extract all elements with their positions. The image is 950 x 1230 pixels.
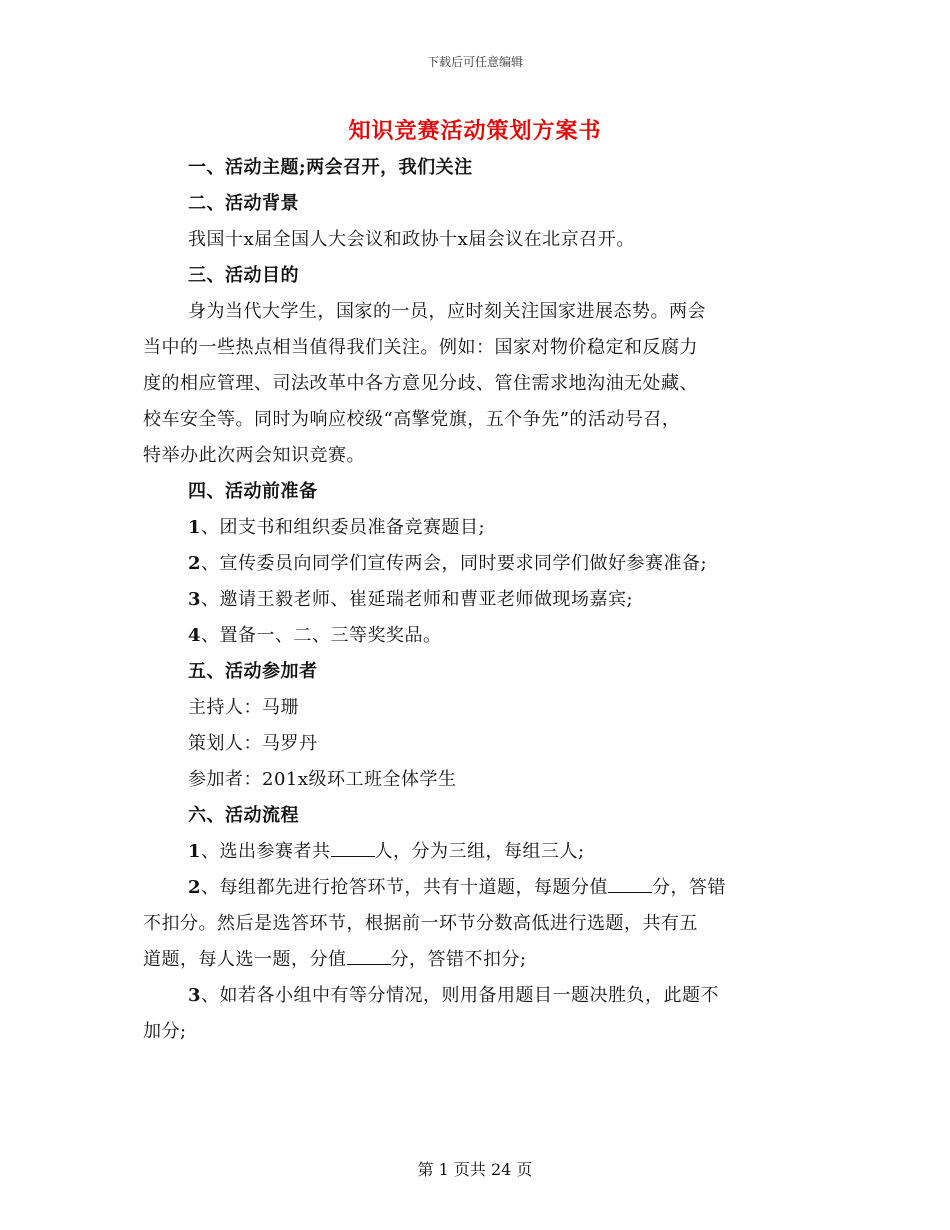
item-text: 道题，每人选一题，分值 [143, 949, 347, 970]
header-note: 下载后可任意编辑 [426, 55, 523, 69]
document-title: 知识竞赛活动策划方案书 [348, 118, 602, 144]
item-number: 3 [188, 985, 202, 1006]
item-text: 、团支书和组织委员准备竞赛题目; [201, 517, 486, 538]
item-text: 人，分为三组，每组三人; [374, 841, 585, 862]
purpose-line: 身为当代大学生，国家的一员，应时刻关注国家进展态势。两会 [188, 301, 706, 322]
process-item-2-continued [143, 942, 813, 978]
section-theme-heading: 一、活动主题;两会召开，我们关注 [188, 157, 473, 178]
participant-planner: 策划人：马罗丹 [188, 733, 318, 754]
item-text: 分，答错 [652, 877, 727, 898]
prep-item [143, 582, 813, 618]
participant-attendees: 参加者：201x级环工班全体学生 [188, 769, 457, 790]
section-process-heading: 六、活动流程 [188, 805, 299, 826]
participant-host: 主持人：马珊 [188, 697, 299, 718]
item-text: 、选出参赛者共 [201, 841, 331, 862]
section-background-heading: 二、活动背景 [188, 193, 299, 214]
page-footer: 第 1 页共 24 页 [417, 1160, 533, 1179]
purpose-line: 特举办此次两会知识竞赛。 [143, 445, 365, 466]
process-item-3 [143, 978, 813, 1014]
item-number: 1 [188, 841, 202, 862]
purpose-line: 校车安全等。同时为响应校级“高擎党旗，五个争先”的活动号召， [143, 409, 681, 430]
item-number: 2 [188, 877, 202, 898]
process-item-3-continued: 加分; [143, 1021, 187, 1042]
fill-in-blank [608, 876, 652, 893]
section-prep-heading: 四、活动前准备 [188, 481, 318, 502]
purpose-line: 度的相应管理、司法改革中各方意见分歧、管住需求地沟油无处藏、 [143, 373, 698, 394]
item-text: 、如若各小组中有等分情况，则用备用题目一题决胜负，此题不 [201, 985, 720, 1006]
document-body [143, 150, 813, 1050]
item-text: 、邀请王毅老师、崔延瑞老师和曹亚老师做现场嘉宾; [201, 589, 634, 610]
item-text: 、置备一、二、三等奖奖品。 [201, 625, 442, 646]
process-item-2-continued: 不扣分。然后是选答环节，根据前一环节分数高低进行选题，共有五 [143, 913, 698, 934]
background-paragraph: 我国十x届全国人大会议和政协十x届会议在北京召开。 [188, 229, 635, 250]
fill-in-blank [347, 948, 391, 965]
item-number: 3 [188, 589, 202, 610]
item-text: 、每组都先进行抢答环节，共有十道题，每题分值 [201, 877, 609, 898]
item-number: 4 [188, 625, 202, 646]
prep-item [143, 510, 813, 546]
item-text: 、宣传委员向同学们宣传两会，同时要求同学们做好参赛准备; [201, 553, 708, 574]
section-participants-heading: 五、活动参加者 [188, 661, 318, 682]
process-item-2 [143, 870, 813, 906]
item-number: 2 [188, 553, 202, 574]
prep-item [143, 546, 813, 582]
item-text: 分，答错不扣分; [390, 949, 527, 970]
fill-in-blank [331, 840, 375, 857]
process-item-1 [143, 834, 813, 870]
prep-item [143, 618, 813, 654]
section-purpose-heading: 三、活动目的 [188, 265, 299, 286]
purpose-line: 当中的一些热点相当值得我们关注。例如：国家对物价稳定和反腐力 [143, 337, 698, 358]
item-number: 1 [188, 517, 202, 538]
